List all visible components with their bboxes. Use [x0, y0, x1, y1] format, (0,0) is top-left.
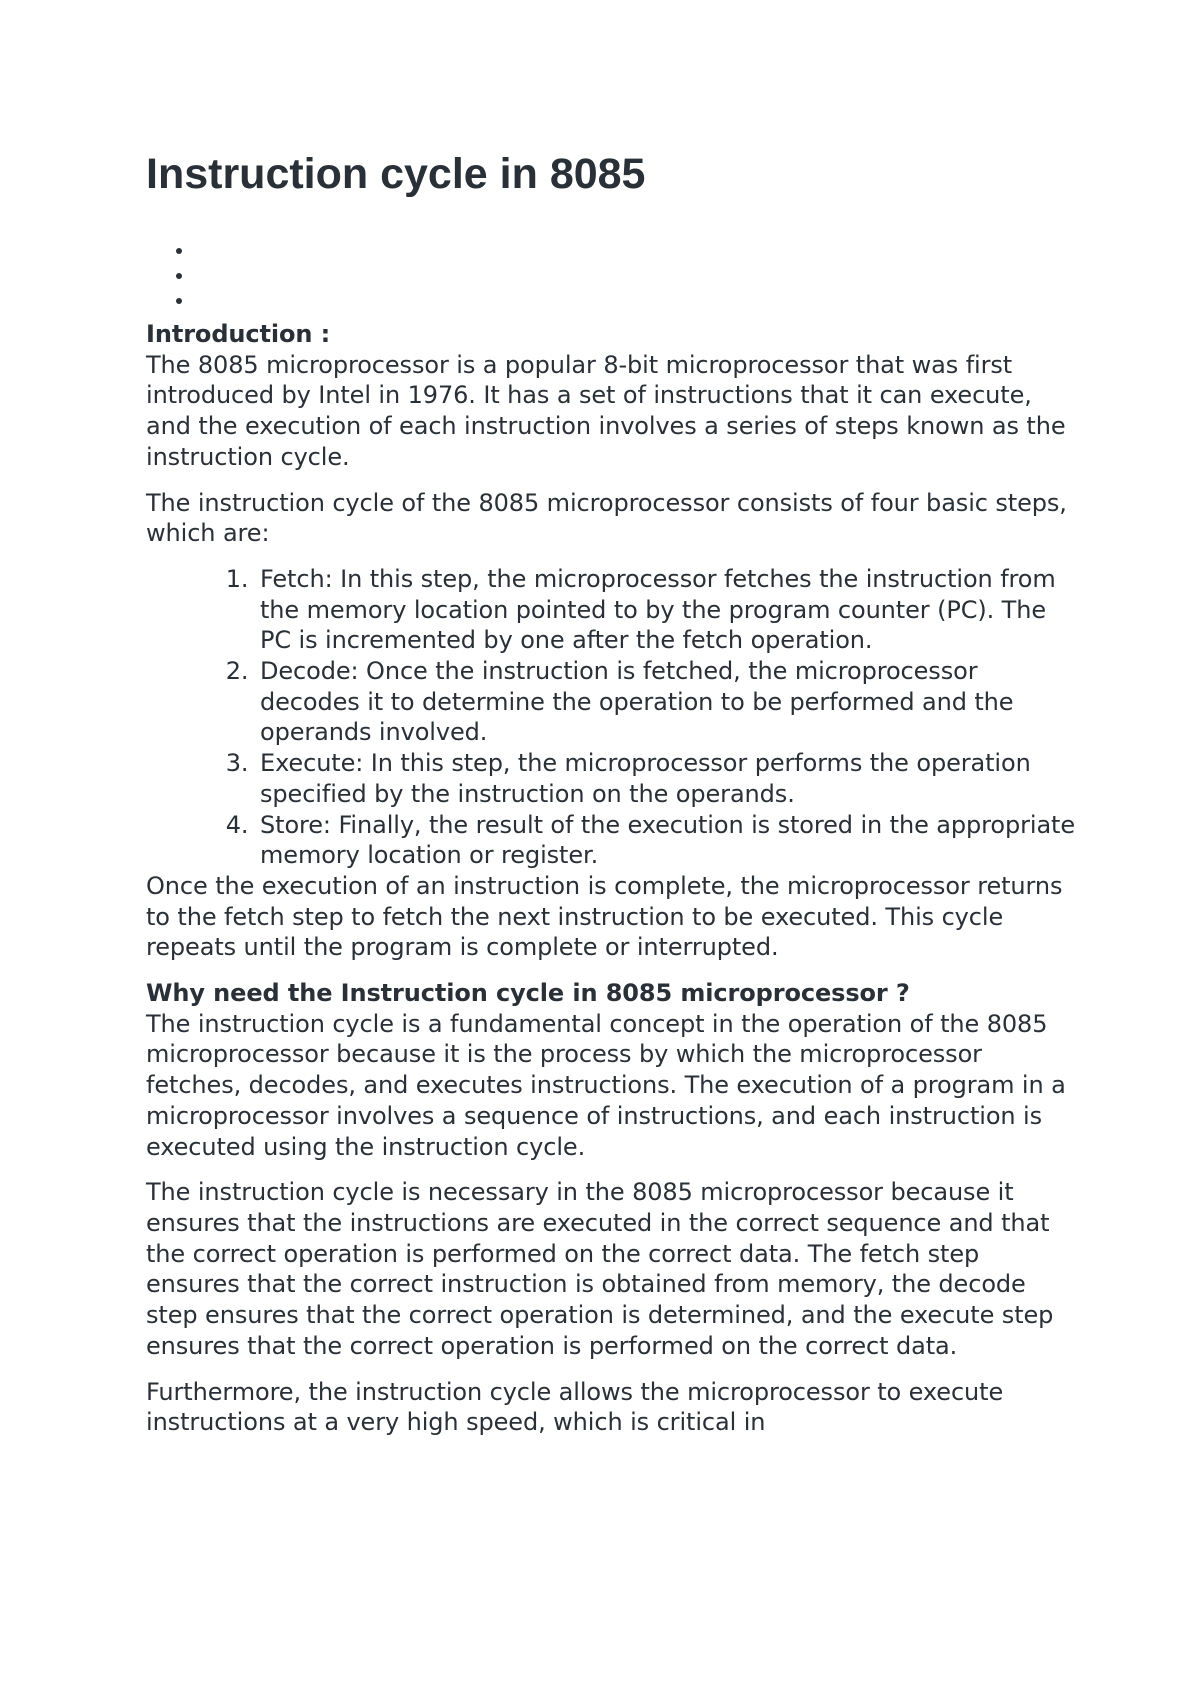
bullet-dot — [176, 248, 182, 254]
steps-intro-paragraph: The instruction cycle of the 8085 microprocessor consists of four basic steps, which are: — [146, 488, 1067, 548]
intro-heading: Introduction : — [146, 320, 331, 348]
why-paragraph: Furthermore, the instruction cycle allows the microprocessor to execute instructions at a very high speed, which is critical in — [146, 1377, 1004, 1437]
list-item: 3. Execute: In this step, the microprocessor performs the operation specified by the instruction on the operands. — [256, 748, 1076, 809]
list-item: 2. Decode: Once the instruction is fetched, the microprocessor decodes it to determine the operation to be performed and the operands involved. — [256, 656, 1076, 748]
instruction-steps-list — [146, 564, 1076, 871]
bullet-dot — [176, 273, 182, 279]
after-steps-paragraph: Once the execution of an instruction is complete, the microprocessor returns to the fetch step to fetch the next instruction to be executed. This cycle repeats until the program is complete or interrupted. — [146, 871, 1063, 962]
why-heading: Why need the Instruction cycle in 8085 microprocessor ? — [146, 979, 910, 1008]
intro-paragraph: The 8085 microprocessor is a popular 8-bit microprocessor that was first introduced by Intel in 1976. It has a set of instructions that it can execute, and the execution of each instruction involves a series of steps known as the instruction cycle. — [146, 350, 1066, 471]
why-paragraph: The instruction cycle is a fundamental concept in the operation of the 8085 microprocessor because it is the process by which the microprocessor fetches, decodes, and executes instructions. The execution of a program in a microprocessor involves a sequence of instructions, and each instruction is executed using the instruction cycle. — [146, 1009, 1066, 1161]
empty-bullet-list — [176, 248, 182, 323]
list-item: 1. Fetch: In this step, the microprocessor fetches the instruction from the memory location pointed to by the program counter (PC). The PC is incremented by one after the fetch operation. — [256, 564, 1076, 656]
bullet-dot — [176, 298, 182, 304]
why-paragraph: The instruction cycle is necessary in the 8085 microprocessor because it ensures that the instructions are executed in the correct sequence and that the correct operation is performed on the correct data. The fetch step ensures that the correct instruction is obtained from memory, the decode step ensures that the correct operation is determined, and the execute step ensures that the correct operation is performed on the correct data. — [146, 1178, 1054, 1360]
page-title: Instruction cycle in 8085 — [146, 150, 646, 198]
list-item: 4. Store: Finally, the result of the execution is stored in the appropriate memory location or register. — [256, 810, 1076, 871]
document-body — [146, 319, 1076, 1453]
